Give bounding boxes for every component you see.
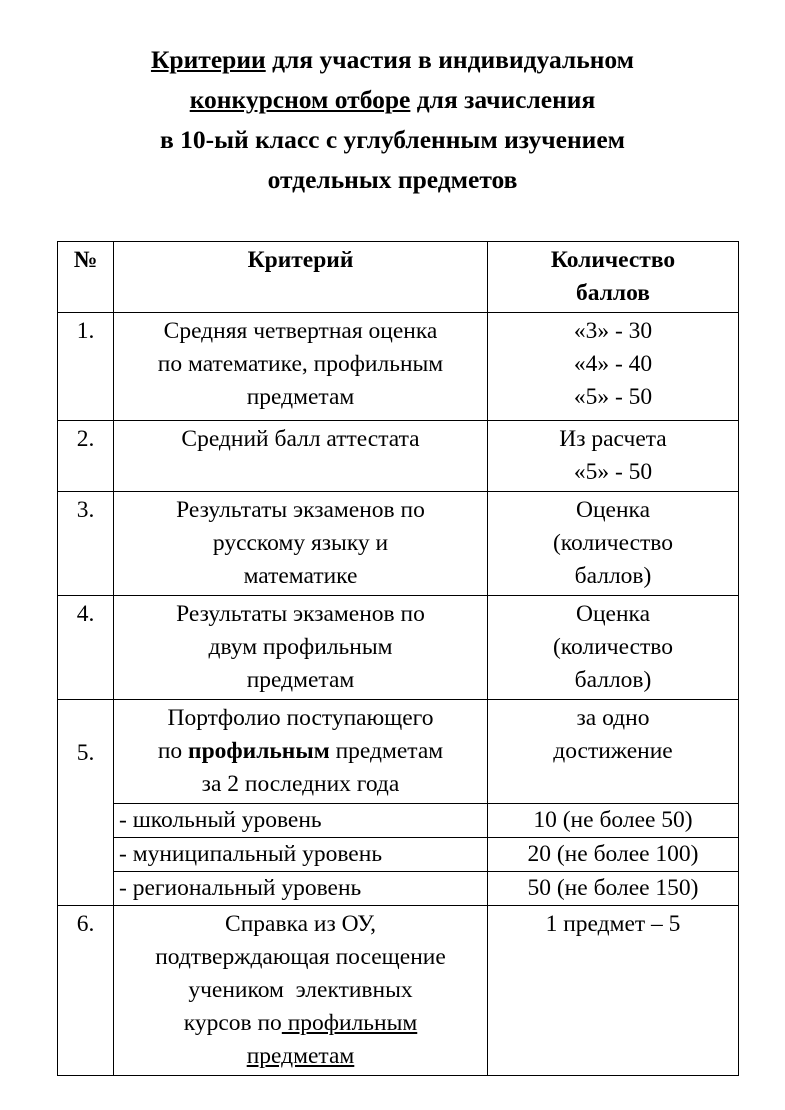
title-line-1: Критерии для участия в индивидуальном: [150, 45, 635, 74]
row-criterion: Результаты экзаменов по двум профильным предметам: [114, 596, 488, 700]
row-num: 2.: [58, 421, 114, 492]
row-num: 6.: [58, 906, 114, 1076]
row-num: 3.: [58, 492, 114, 596]
row-num: 1.: [58, 313, 114, 421]
row-criterion: Справка из ОУ, подтверждающая посещение учеником элективных курсов по профильным предметам: [114, 906, 488, 1076]
table-row: [58, 492, 739, 596]
table-row: [58, 906, 739, 1076]
title-line-2: конкурсном отборе для зачисления: [189, 85, 596, 114]
row-points: Оценка (количество баллов): [488, 492, 739, 596]
title-underlined-criteria: Критерии: [150, 45, 266, 74]
row-points: «3» - 30 «4» - 40 «5» - 50: [488, 313, 739, 421]
criteria-table: [57, 241, 739, 1076]
row-criterion: Средняя четвертная оценка по математике, профильным предметам: [114, 313, 488, 421]
title-underlined-selection: конкурсном отборе: [189, 85, 411, 114]
table-header-row: [58, 242, 739, 313]
portfolio-level-row: [58, 838, 739, 872]
row-num: 5.: [58, 700, 114, 906]
header-num: №: [58, 242, 114, 313]
title-line-4: отдельных предметов: [267, 165, 518, 194]
row-criterion: Портфолио поступающего по профильным предметам за 2 последних года: [114, 700, 488, 804]
document-title: [0, 40, 785, 200]
row-criterion: Результаты экзаменов по русскому языку и математике: [114, 492, 488, 596]
portfolio-level-row: [58, 804, 739, 838]
level-points-school: 10 (не более 50): [488, 804, 739, 838]
row-points: 1 предмет – 5: [488, 906, 739, 1076]
level-points-municipal: 20 (не более 100): [488, 838, 739, 872]
title-line-3: в 10-ый класс с углубленным изучением: [159, 125, 626, 154]
table-row: [58, 596, 739, 700]
level-label-municipal: - муниципальный уровень: [114, 838, 488, 872]
level-points-regional: 50 (не более 150): [488, 872, 739, 906]
row-points: за одно достижение: [488, 700, 739, 804]
portfolio-level-row: [58, 872, 739, 906]
table-row: [58, 700, 739, 804]
row-num: 4.: [58, 596, 114, 700]
row-points: Оценка (количество баллов): [488, 596, 739, 700]
header-points: Количество баллов: [488, 242, 739, 313]
table-row: [58, 421, 739, 492]
level-label-regional: - региональный уровень: [114, 872, 488, 906]
row-criterion: Средний балл аттестата: [114, 421, 488, 492]
table-row: [58, 313, 739, 421]
row-points: Из расчета «5» - 50: [488, 421, 739, 492]
level-label-school: - школьный уровень: [114, 804, 488, 838]
header-criterion: Критерий: [114, 242, 488, 313]
